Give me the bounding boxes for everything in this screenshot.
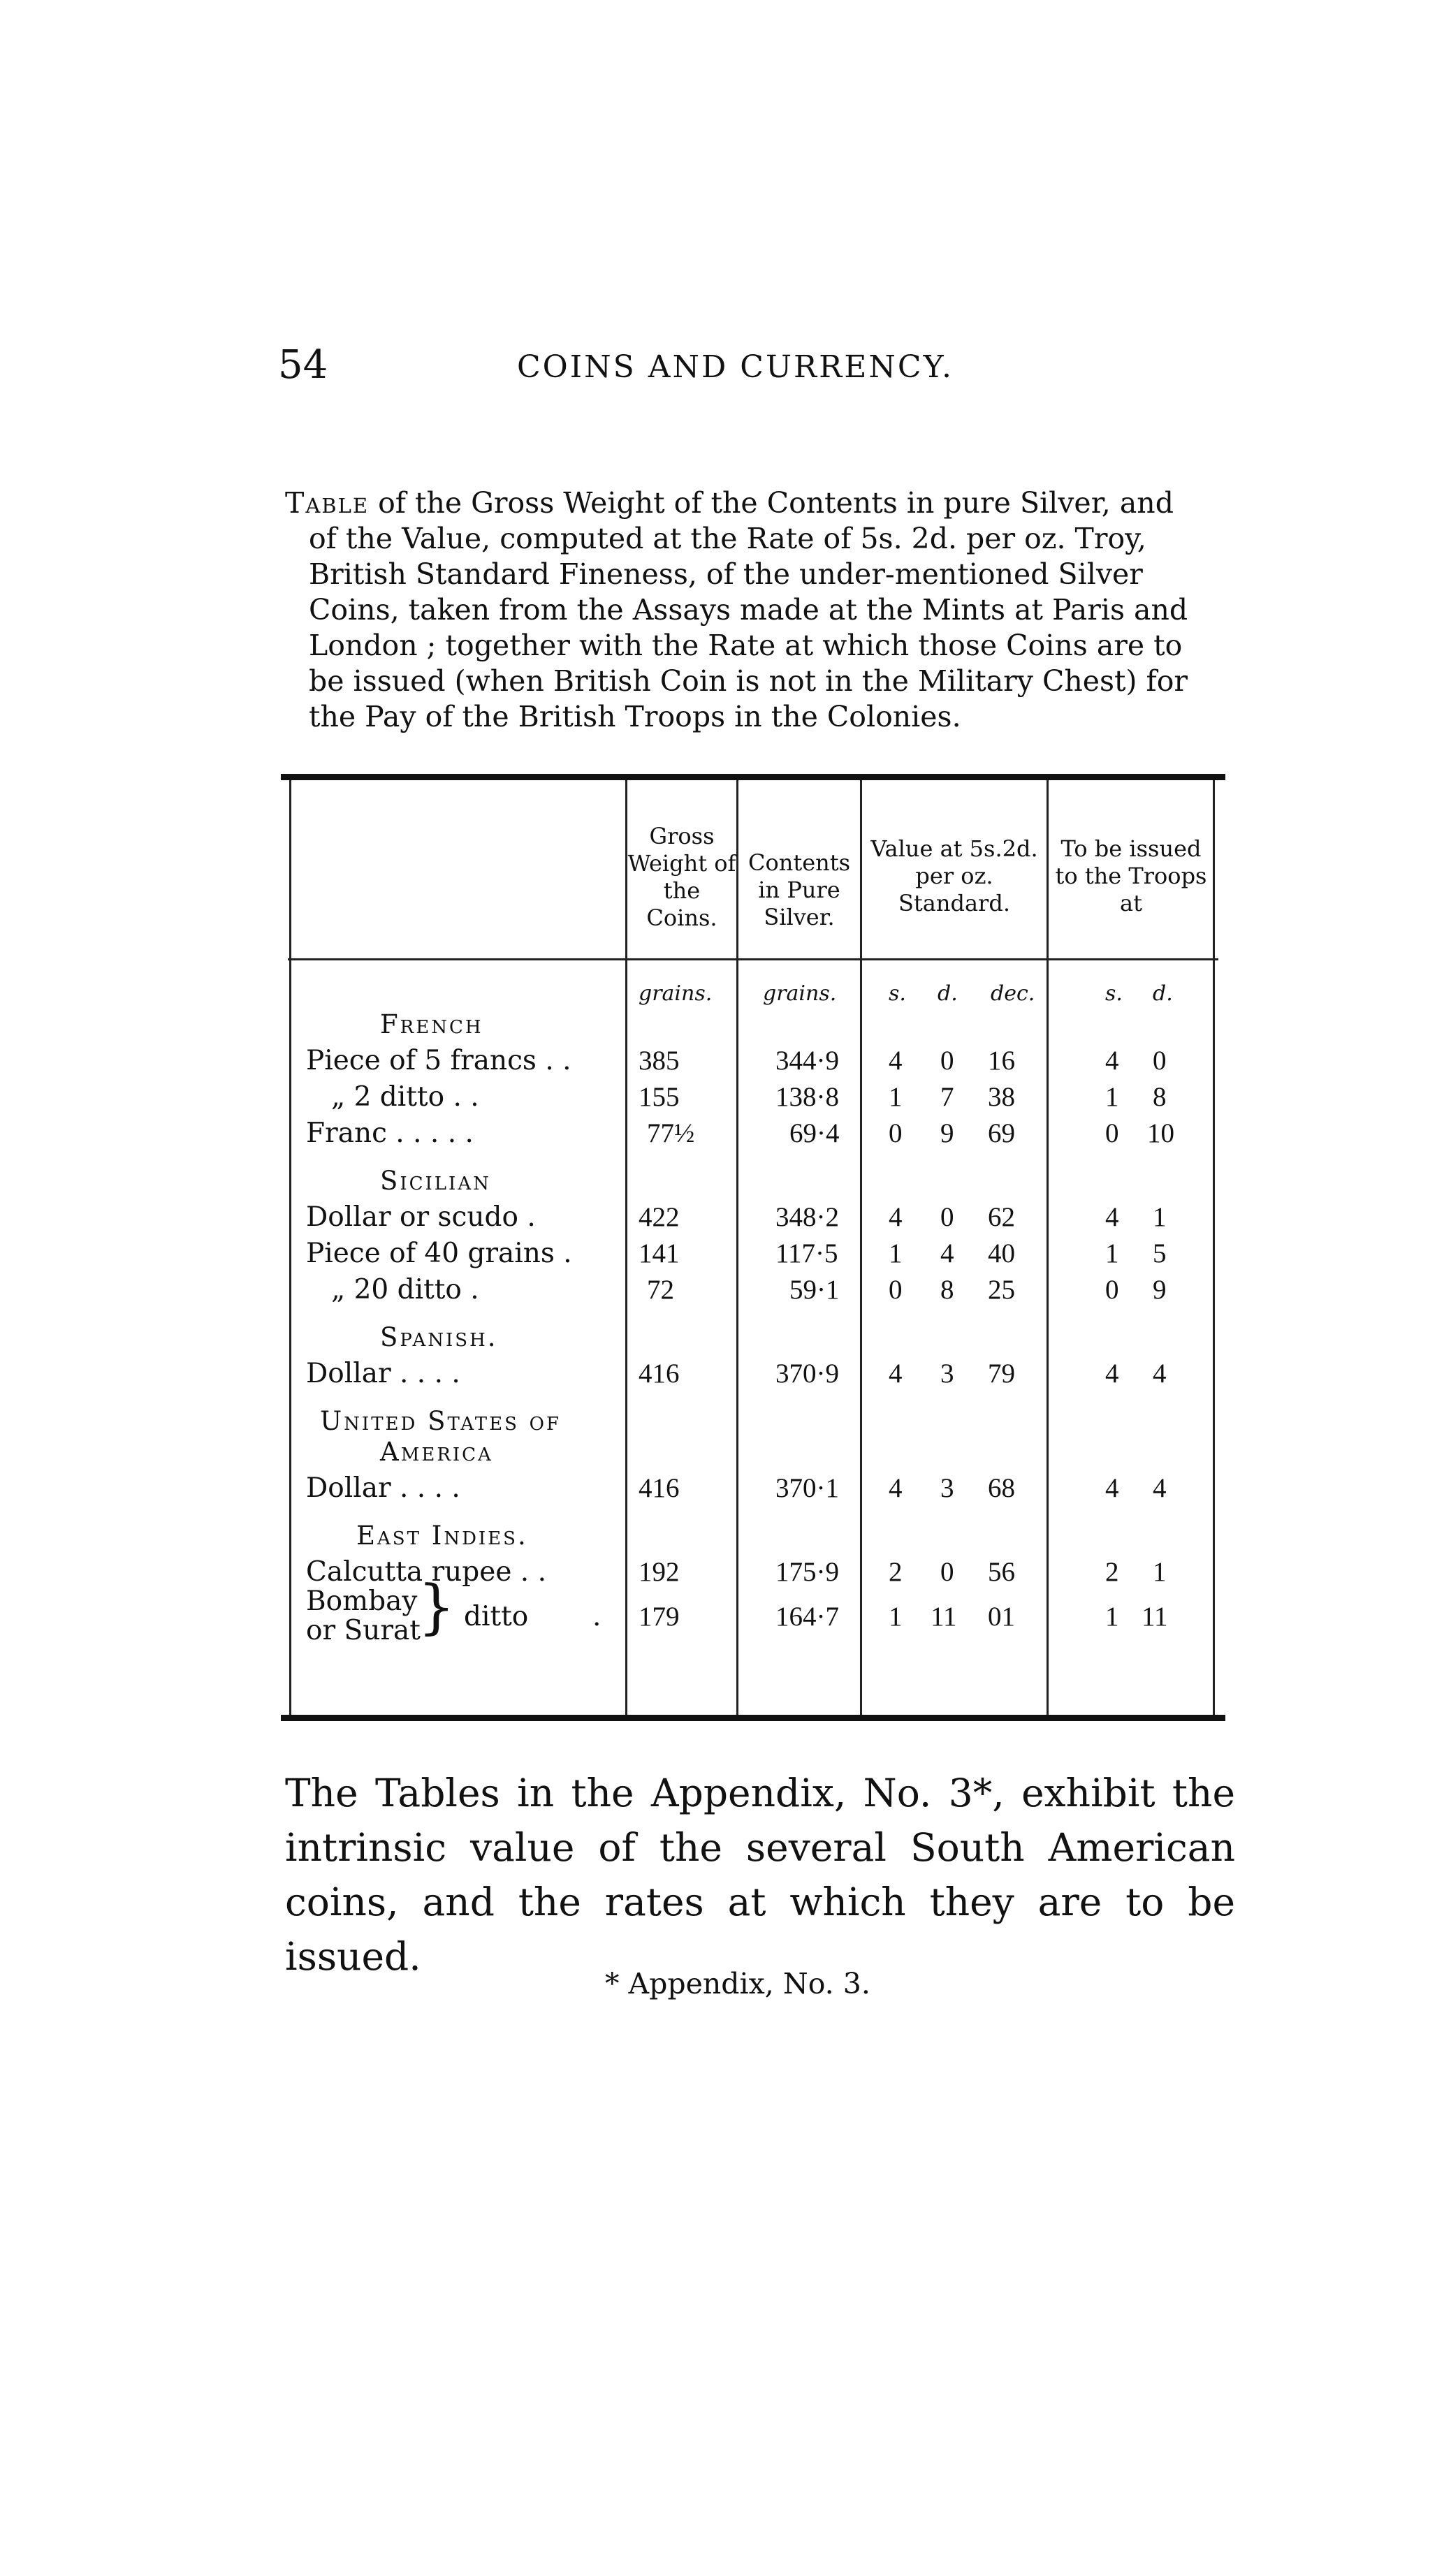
value-s: 1	[889, 1238, 903, 1268]
section-title-cont: America	[380, 1437, 493, 1467]
unit-gross: grains.	[639, 981, 713, 1006]
gross-weight: 422	[639, 1202, 680, 1232]
issued-s: 0	[1105, 1275, 1119, 1305]
table-bottom-rule	[281, 1715, 1225, 1721]
value-dec: 40	[988, 1238, 1015, 1268]
coin-name: Dollar . . . .	[306, 1358, 460, 1389]
gross-weight: 385	[639, 1046, 680, 1076]
value-d: 8	[940, 1275, 954, 1305]
issued-s: 0	[1105, 1118, 1119, 1148]
header-issued: To be issued to the Troops at	[1055, 835, 1207, 916]
value-s: 1	[889, 1082, 903, 1112]
value-dec: 69	[988, 1118, 1015, 1148]
unit-s: s.	[889, 981, 906, 1006]
coin-name-cont: or Surat	[306, 1615, 421, 1646]
pure-silver: 175·9	[775, 1557, 839, 1587]
table-caption	[285, 485, 1235, 735]
caption-line: London ; together with the Rate at which those Coins are to	[309, 629, 1183, 662]
pure-silver: 69·4	[789, 1118, 840, 1148]
unit-issued-d: d.	[1153, 981, 1173, 1006]
value-dec: 68	[988, 1473, 1015, 1503]
issued-s: 4	[1105, 1202, 1119, 1232]
section-title: Spanish.	[380, 1322, 498, 1352]
pure-silver: 164·7	[775, 1602, 839, 1632]
gross-weight: 77½	[647, 1118, 695, 1148]
caption-line: of the Gross Weight of the Contents in pure Silver, and	[378, 486, 1174, 520]
value-dec: 16	[988, 1046, 1015, 1076]
caption-line: the Pay of the British Troops in the Colonies.	[309, 700, 961, 733]
unit-issued-s: s.	[1105, 981, 1123, 1006]
pure-silver: 59·1	[789, 1275, 840, 1305]
coin-name: „ 2 ditto . .	[331, 1081, 479, 1113]
pure-silver: 117·5	[775, 1238, 838, 1268]
issued-s: 2	[1105, 1557, 1119, 1587]
gross-weight: 192	[639, 1557, 680, 1587]
pure-silver: 370·1	[775, 1473, 839, 1503]
value-d: 7	[940, 1082, 954, 1112]
unit-d: d.	[938, 981, 958, 1006]
value-s: 0	[889, 1118, 903, 1148]
issued-d: 1	[1153, 1557, 1167, 1587]
body-paragraph: The Tables in the Appendix, No. 3*, exhibit the intrinsic value of the several South American coins, and the rates at which they are to be issued.	[285, 1771, 1235, 1979]
column-rule	[860, 780, 862, 1715]
coin-name: Piece of 40 grains .	[306, 1238, 572, 1269]
pure-silver: 344·9	[775, 1046, 839, 1076]
footnote: * Appendix, No. 3.	[605, 1967, 870, 2000]
value-d: 9	[940, 1118, 954, 1148]
pure-silver: 138·8	[775, 1082, 839, 1112]
caption-line: Coins, taken from the Assays made at the Mints at Paris and	[309, 593, 1188, 627]
value-d: 4	[940, 1238, 954, 1268]
header-rule	[288, 958, 1218, 960]
issued-s: 1	[1105, 1082, 1119, 1112]
gross-weight: 72	[647, 1275, 674, 1305]
value-s: 1	[889, 1602, 903, 1632]
value-d: 0	[940, 1557, 954, 1587]
gross-weight: 416	[639, 1359, 680, 1389]
running-title: COINS AND CURRENCY.	[517, 349, 954, 385]
column-rule	[1047, 780, 1049, 1715]
issued-s: 1	[1105, 1602, 1119, 1632]
gross-weight: 141	[639, 1238, 680, 1268]
gross-weight: 179	[639, 1602, 680, 1632]
pure-silver: 370·9	[775, 1359, 839, 1389]
caption-line: British Standard Fineness, of the under-mentioned Silver	[309, 557, 1143, 591]
issued-s: 4	[1105, 1046, 1119, 1076]
issued-s: 1	[1105, 1238, 1119, 1268]
caption-lead: Table	[285, 486, 370, 520]
value-dec: 38	[988, 1082, 1015, 1112]
coin-name: Calcutta rupee . .	[306, 1556, 546, 1588]
issued-d: 8	[1153, 1082, 1167, 1112]
coin-name: „ 20 ditto .	[331, 1274, 479, 1305]
gross-weight: 416	[639, 1473, 680, 1503]
value-s: 4	[889, 1359, 903, 1389]
coin-name: Piece of 5 francs . .	[306, 1045, 571, 1076]
unit-dec: dec.	[991, 981, 1035, 1006]
value-dec: 56	[988, 1557, 1015, 1587]
issued-d: 5	[1153, 1238, 1167, 1268]
value-dec: 79	[988, 1359, 1015, 1389]
unit-pure: grains.	[763, 981, 837, 1006]
gross-weight: 155	[639, 1082, 680, 1112]
table-top-rule	[281, 774, 1225, 780]
header-pure-silver: Contents in Pure Silver.	[748, 849, 851, 930]
column-rule	[289, 780, 291, 1715]
section-title: Sicilian	[380, 1166, 491, 1196]
issued-d: 1	[1153, 1202, 1167, 1232]
value-s: 0	[889, 1275, 903, 1305]
leader-dot: .	[592, 1601, 601, 1632]
issued-d: 4	[1153, 1359, 1167, 1389]
column-rule	[1213, 780, 1215, 1715]
brace-glyph: }	[418, 1572, 455, 1641]
value-dec: 62	[988, 1202, 1015, 1232]
issued-d: 11	[1142, 1602, 1168, 1632]
coin-ditto: ditto	[464, 1601, 529, 1632]
value-d: 3	[940, 1359, 954, 1389]
coin-name: Bombay	[306, 1586, 418, 1617]
value-s: 4	[889, 1046, 903, 1076]
value-s: 4	[889, 1202, 903, 1232]
coin-name: Dollar or scudo .	[306, 1201, 536, 1233]
value-d: 0	[940, 1046, 954, 1076]
coin-name: Franc . . . . .	[306, 1118, 474, 1149]
section-title: French	[380, 1009, 483, 1039]
caption-line: be issued (when British Coin is not in the Military Chest) for	[309, 664, 1188, 698]
value-d: 0	[940, 1202, 954, 1232]
issued-d: 0	[1153, 1046, 1167, 1076]
section-title: United States of	[320, 1406, 562, 1436]
issued-s: 4	[1105, 1359, 1119, 1389]
coin-name: Dollar . . . .	[306, 1472, 460, 1504]
issued-d: 10	[1147, 1118, 1174, 1148]
value-s: 4	[889, 1473, 903, 1503]
caption-line: of the Value, computed at the Rate of 5s. 2d. per oz. Troy,	[309, 522, 1146, 555]
pure-silver: 348·2	[775, 1202, 839, 1232]
header-gross-weight: Gross Weight of the Coins.	[627, 823, 736, 931]
issued-d: 9	[1153, 1275, 1167, 1305]
section-title: East Indies.	[356, 1521, 528, 1551]
value-dec: 25	[988, 1275, 1015, 1305]
value-d: 11	[931, 1602, 957, 1632]
coins-table	[281, 774, 1225, 1721]
issued-s: 4	[1105, 1473, 1119, 1503]
issued-d: 4	[1153, 1473, 1167, 1503]
page-number: 54	[278, 342, 328, 388]
value-s: 2	[889, 1557, 903, 1587]
value-dec: 01	[988, 1602, 1015, 1632]
value-d: 3	[940, 1473, 954, 1503]
header-value: Value at 5s.2d. per oz. Standard.	[870, 835, 1038, 916]
